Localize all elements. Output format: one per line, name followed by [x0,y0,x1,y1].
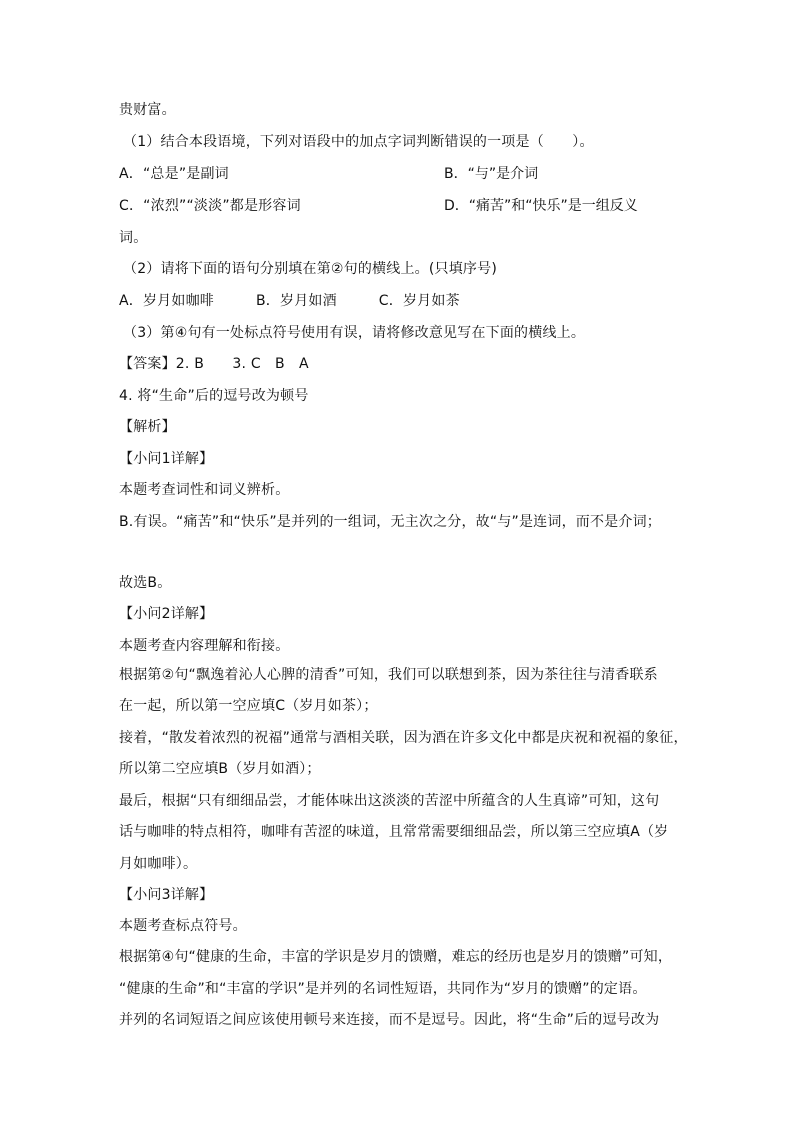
text-line: 本题考查词性和词义辨析。 [119,482,290,498]
option-d: D．“痛苦”和“快乐”是一组反义 [444,198,638,214]
text-line: “健康的生命”和“丰富的学识”是并列的名词性短语，共同作为“岁月的馈赠”的定语。 [119,981,647,997]
text-line: 所以第二空应填B（岁月如酒）； [119,761,321,777]
text-line: 月如咖啡）。 [119,856,198,872]
text-line: 故选B。 [119,575,172,591]
q2-option-c: C．岁月如茶 [378,293,460,309]
text-line: 最后，根据“只有细细品尝，才能体味出这淡淡的苦涩中所蕴含的人生真谛”可知，这句 [119,793,660,809]
question-2: （2）请将下面的语句分别填在第②句的横线上。(只填序号) [123,261,497,277]
q2-option-b: B．岁月如酒 [255,293,337,309]
text-line: 根据第④句“健康的生命，丰富的学识是岁月的馈赠，难忘的经历也是岁月的馈赠”可知， [119,949,673,965]
text-line: 贵财富。 [119,102,176,118]
option-b: B．“与”是介词 [444,166,539,182]
text-line: 在一起，所以第一空应填C（岁月如茶）； [119,698,378,714]
section-heading: 【小问2详解】 [119,606,214,622]
text-line: 并列的名词短语之间应该使用顿号来连接，而不是逗号。因此，将“生命”后的逗号改为 [119,1012,660,1028]
text-line: 本题考查内容理解和衔接。 [119,638,290,654]
question-3: （3）第④句有一处标点符号使用有误，请将修改意见写在下面的横线上。 [123,325,586,341]
option-c: C．“浓烈”“淡淡”都是形容词 [119,198,301,214]
text-line: 词。 [119,230,148,246]
section-heading: 【小问1详解】 [119,451,214,467]
section-heading: 【解析】 [119,419,176,435]
answer-line: 【答案】2. B 3. C B A [119,356,309,372]
text-line: 根据第②句“飘逸着沁人心脾的清香”可知，我们可以联想到茶，因为茶往往与清香联系 [119,667,658,683]
text-line: 话与咖啡的特点相符，咖啡有苦涩的味道，且常常需要细细品尝，所以第三空应填A（岁 [119,824,669,840]
text-line: B.有误。“痛苦”和“快乐”是并列的一组词，无主次之分，故“与”是连词，而不是介词； [119,514,661,530]
q2-option-a: A．岁月如咖啡 [119,293,214,309]
text-line: 接着，“散发着浓烈的祝福”通常与酒相关联，因为酒在许多文化中都是庆祝和祝福的象征， [119,730,688,746]
option-a: A．“总是”是副词 [119,166,229,182]
text-line: 本题考查标点符号。 [119,918,247,934]
answer-line: 4. 将“生命”后的逗号改为顿号 [119,388,309,404]
question-1: （1）结合本段语境，下列对语段中的加点字词判断错误的一项是（ ）。 [123,134,594,150]
question-2-options [119,292,460,310]
section-heading: 【小问3详解】 [119,887,214,903]
